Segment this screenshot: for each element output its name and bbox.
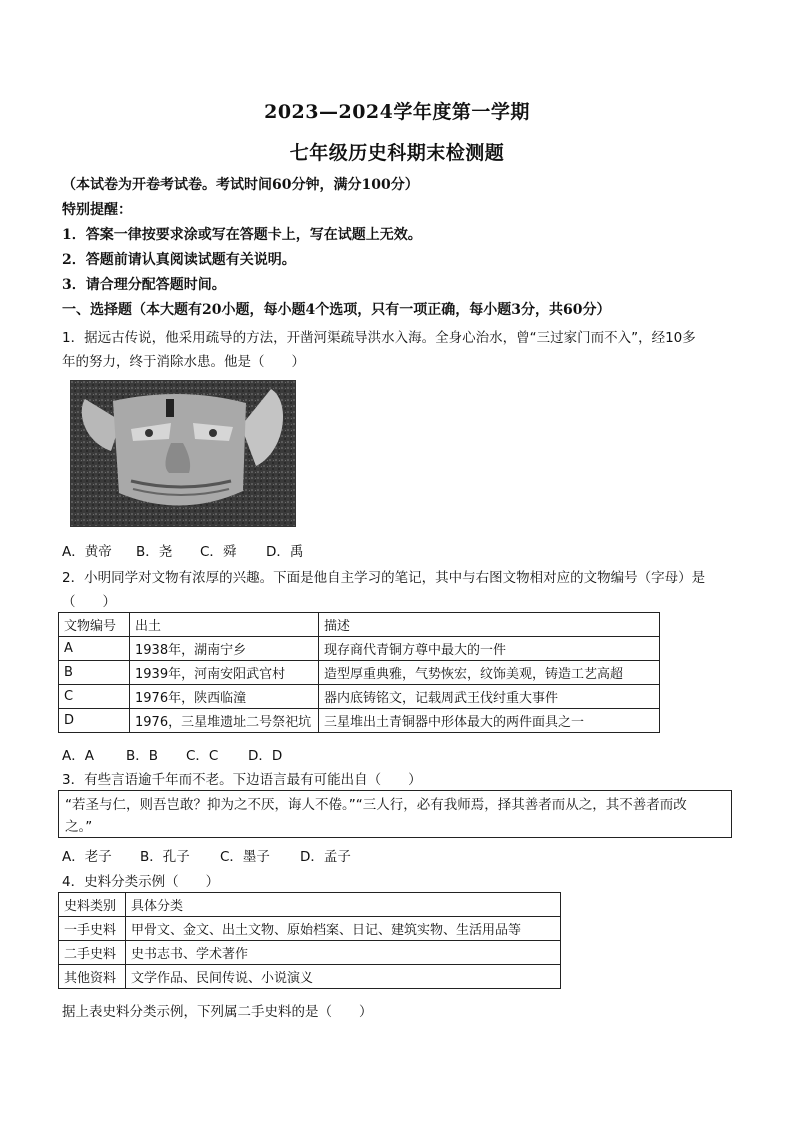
table-row [59,965,561,989]
table-cell: 1938年，湖南宁乡 [130,637,319,661]
table-cell: 造型厚重典雅，气势恢宏，纹饰美观，铸造工艺高超 [319,661,660,685]
exam-note: （本试卷为开卷考试卷。考试时间60分钟，满分100分） [62,177,419,193]
reminder-item: 3．请合理分配答题时间。 [62,277,226,293]
table-row [59,637,660,661]
exam-title-subject: 七年级历史科期末检测题 [289,142,505,164]
exam-title-term: 2023—2024学年度第一学期 [264,101,530,123]
option-a[interactable]: A．老子 [62,849,112,865]
option-c[interactable]: C．墨子 [220,849,270,865]
question-2-text-cont: （ ） [62,594,116,610]
option-b[interactable]: B．B [126,748,159,764]
quote-text: “若圣与仁，则吾岂敢？抑为之不厌，诲人不倦。”“三人行，必有我师焉，择其善者而从之，其不善者而改 [65,797,687,813]
section-title: 一、选择题（本大题有20小题，每小题4个选项，只有一项正确，每小题3分，共60分） [62,302,611,318]
table-cell: 史书志书、学术著作 [126,941,561,965]
table-cell: 一手史料 [59,917,126,941]
table-header-cell: 史料类别 [59,893,126,917]
table-cell: 其他资料 [59,965,126,989]
table-header-row [59,613,660,637]
table-cell: 1976，三星堆遗址二号祭祀坑 [130,709,319,733]
table-row [59,685,660,709]
table-header-row [59,893,561,917]
question-4-prompt: 据上表史料分类示例，下列属二手史料的是（ ） [62,1004,373,1020]
table-cell: D [59,709,130,733]
option-d[interactable]: D．孟子 [300,849,351,865]
bronze-mask-image [70,380,296,527]
question-1-text: 1．据远古传说，他采用疏导的方法，开凿河渠疏导洪水入海。全身心治水，曾“三过家门而不入”，经10多 [62,330,696,346]
table-header-cell: 具体分类 [126,893,561,917]
table-header-cell: 描述 [319,613,660,637]
option-c[interactable]: C．C [186,748,219,764]
question-2-options [62,744,282,764]
table-row [59,941,561,965]
table-cell: A [59,637,130,661]
table-header-cell: 出土 [130,613,319,637]
question-2-text: 2．小明同学对文物有浓厚的兴趣。下面是他自主学习的笔记，其中与右图文物相对应的文物编号（字母）是 [62,570,706,586]
artifact-table [58,612,660,733]
table-cell: 器内底铸铭文，记载周武王伐纣重大事件 [319,685,660,709]
option-b[interactable]: B．孔子 [140,849,190,865]
option-d[interactable]: D．D [248,748,283,764]
option-b[interactable]: B．尧 [136,544,173,560]
table-cell: 二手史料 [59,941,126,965]
quote-text-cont: 之。” [65,819,93,835]
quote-box [58,790,732,838]
table-row [59,709,660,733]
table-cell: 甲骨文、金文、出土文物、原始档案、日记、建筑实物、生活用品等 [126,917,561,941]
question-1-options [62,540,303,560]
table-row [59,917,561,941]
question-3-options [62,845,351,865]
table-cell: C [59,685,130,709]
option-a[interactable]: A．黄帝 [62,544,112,560]
table-header-cell: 文物编号 [59,613,130,637]
question-3-text: 3．有些言语逾千年而不老。下边语言最有可能出自（ ） [62,772,422,788]
table-cell: 现存商代青铜方尊中最大的一件 [319,637,660,661]
reminder-item: 1．答案一律按要求涂或写在答题卡上，写在试题上无效。 [62,227,422,243]
option-c[interactable]: C．舜 [200,544,237,560]
table-cell: B [59,661,130,685]
table-cell: 三星堆出土青铜器中形体最大的两件面具之一 [319,709,660,733]
option-d[interactable]: D．禹 [266,544,304,560]
table-row [59,661,660,685]
table-cell: 文学作品、民间传说、小说演义 [126,965,561,989]
table-cell: 1976年，陕西临潼 [130,685,319,709]
table-cell: 1939年，河南安阳武官村 [130,661,319,685]
option-a[interactable]: A．A [62,748,94,764]
reminder-title: 特别提醒： [62,202,132,218]
question-4-text: 4．史料分类示例（ ） [62,874,220,890]
source-classification-table [58,892,561,989]
reminder-item: 2．答题前请认真阅读试题有关说明。 [62,252,296,268]
question-1-text-cont: 年的努力，终于消除水患。他是（ ） [62,354,305,370]
